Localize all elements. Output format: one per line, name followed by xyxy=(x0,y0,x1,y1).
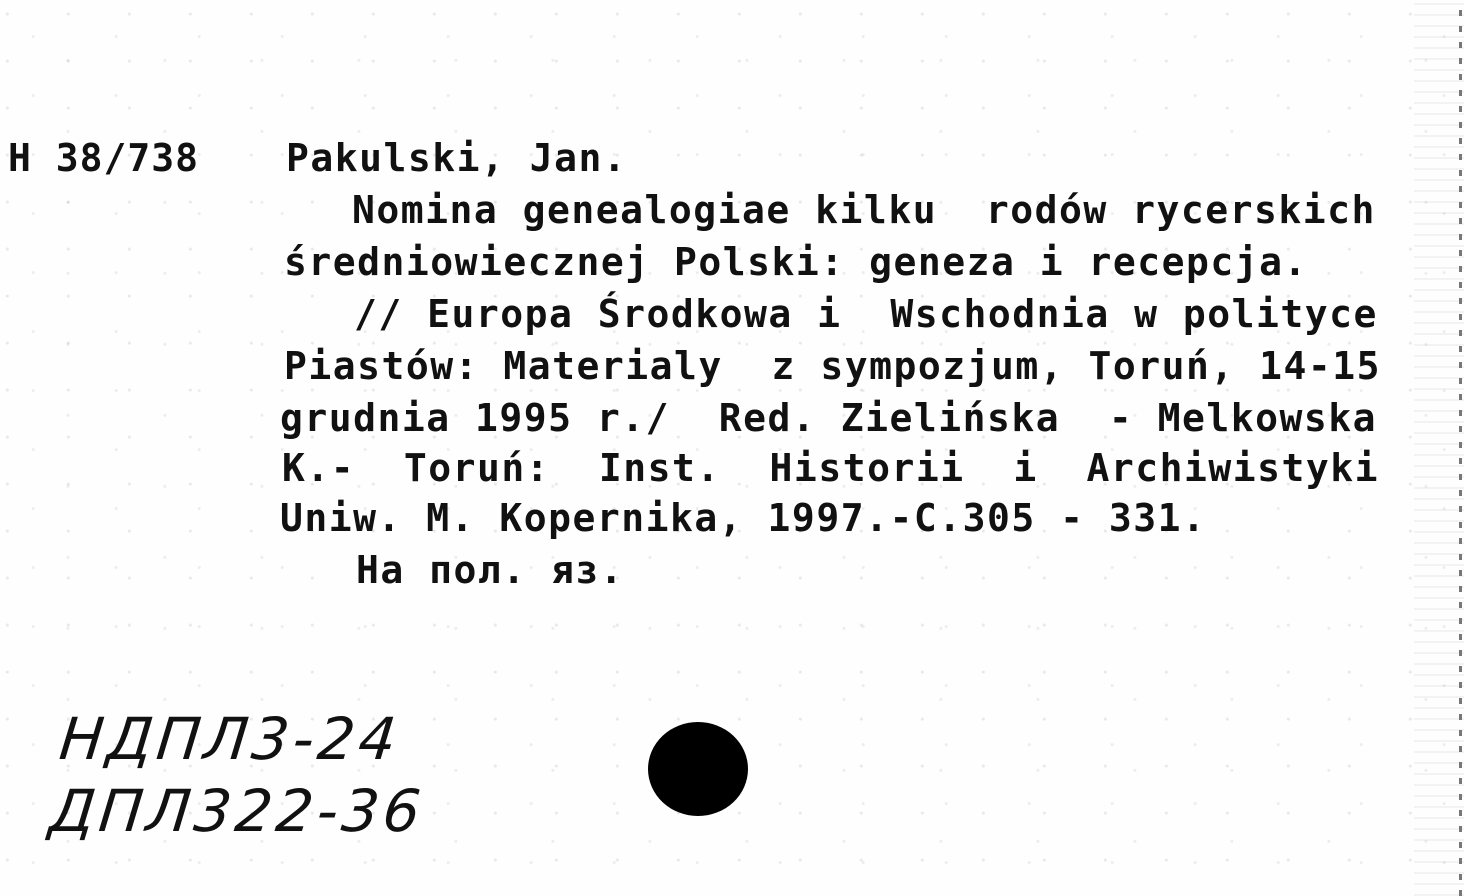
title-line-2: średniowiecznej Polski: geneza i recepcja. xyxy=(284,240,1308,284)
source-line-2: Piastów: Materialy z sympozjum, Toruń, 14-15 xyxy=(284,344,1382,388)
pages-line: Uniw. M. Kopernika, 1997.-C.305 - 331. xyxy=(280,496,1207,540)
source-line-1: // Europa Środkowa i Wschodnia w polityce xyxy=(354,292,1378,336)
publisher-line: K.- Toruń: Inst. Historii i Archiwistyki xyxy=(282,446,1380,490)
shelf-mark: H 38/738 xyxy=(8,136,200,180)
punch-hole xyxy=(648,722,748,816)
handwritten-code-2: ДПЛ322-36 xyxy=(46,777,428,845)
language-note: На пол. яз. xyxy=(356,548,625,592)
title-line-1: Nomina genealogiae kilku rodów rycerskich xyxy=(352,188,1376,232)
card-edge-shadow xyxy=(1414,0,1464,896)
handwritten-code-1: НДПЛ3-24 xyxy=(56,705,404,773)
source-line-3: grudnia 1995 r./ Red. Zielińska - Melkowska xyxy=(280,396,1378,440)
card-edge-line xyxy=(1459,0,1462,896)
author-line: Pakulski, Jan. xyxy=(286,136,628,180)
